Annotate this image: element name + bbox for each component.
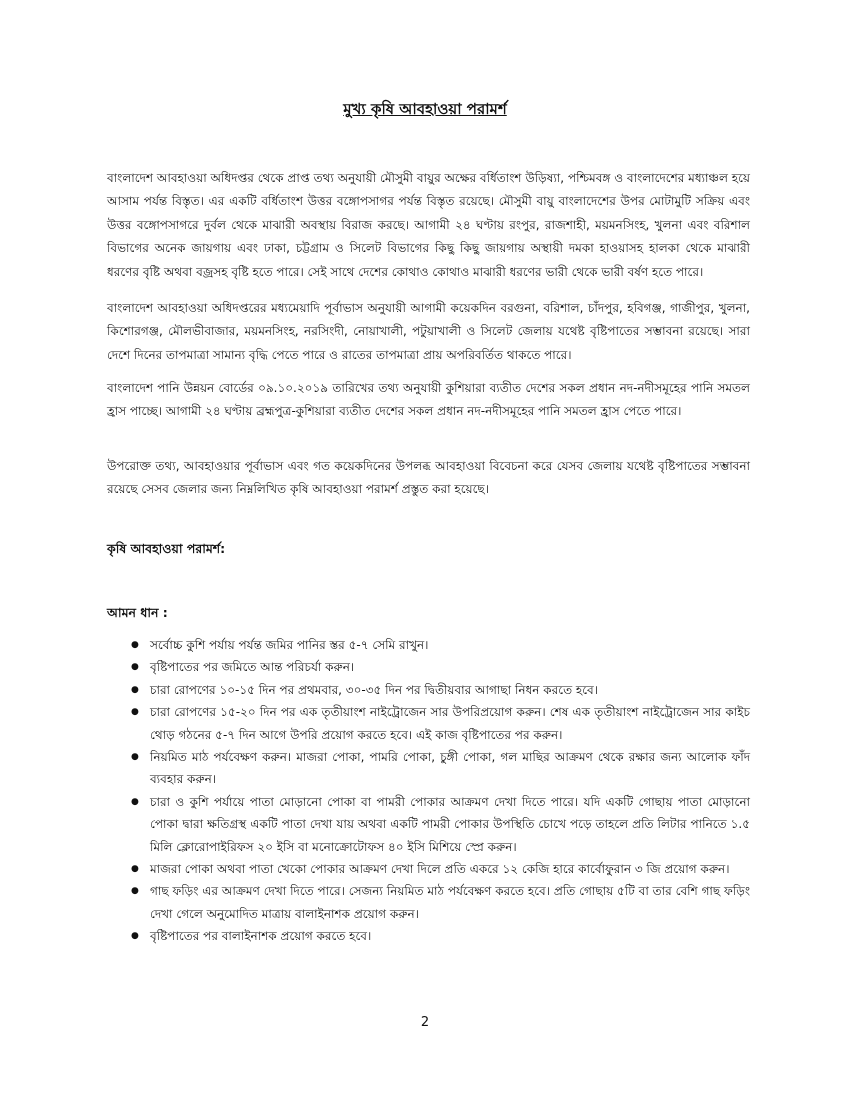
list-item: ● নিয়মিত মাঠ পর্যবেক্ষণ করুন। মাজরা পোকা, পামরি পোকা, চুঙ্গী পোকা, গল মাছির আক্রমণ থেকে রক্ষার জন্য আলোক ফাঁদ ব্যবহার করুন। (150, 746, 750, 791)
paragraph-river-levels: বাংলাদেশ পানি উন্নয়ন বোর্ডের ০৯.১০.২০১৯ তারিখের তথ্য অনুযায়ী কুশিয়ারা ব্যতীত দেশের সকল প্রধান নদ-নদীসমূহের পানি সমতল হ্রাস পাচ্ছে। আগামী ২৪ ঘণ্টায় ব্রহ্মপুত্র-কুশিয়ারা ব্যতীত দেশের সকল প্রধান নদ-নদীসমূহের পানি সমতল হ্রাস পেতে পারে। (107, 381, 750, 419)
section-heading: কৃষি আবহাওয়া পরামর্শ: (107, 541, 226, 556)
list-item: ● চারা রোপণের ১০-১৫ দিন পর প্রথমবার, ৩০-৩৫ দিন পর দ্বিতীয়বার আগাছা নিধন করতে হবে। (150, 679, 750, 701)
page-title: মুখ্য কৃষি আবহাওয়া পরামর্শ (343, 100, 507, 118)
paragraph-advisory-intro: উপরোক্ত তথ্য, আবহাওয়ার পূর্বাভাস এবং গত কয়েকদিনের উপলব্ধ আবহাওয়া বিবেচনা করে যেসব জেলায় যথেষ্ট বৃষ্টিপাতের সম্ভাবনা রয়েছে সেসব জেলার জন্য নিম্নলিখিত কৃষি আবহাওয়া পরামর্শ প্রস্তুত করা হয়েছে। (107, 459, 750, 497)
list-item: ● চারা ও কুশি পর্যায়ে পাতা মোড়ানো পোকা বা পামরী পোকার আক্রমণ দেখা দিতে পারে। যদি একটি গোছায় পাতা মোড়ানো পোকা দ্বারা ক্ষতিগ্রস্থ একটি পাতা দেখা যায় অথবা একটি পামরী পোকার উপস্থিতি চোখে পড়ে তাহলে প্রতি লিটার পানিতে ১.৫ মিলি ক্লোরোপাইরিফস ২০ ইসি বা মনোক্রোটোফস ৪০ ইসি মিশিয়ে স্প্রে করুন। (150, 791, 750, 858)
advisory-list (0, 634, 850, 948)
paragraph-medium-range-forecast: বাংলাদেশ আবহাওয়া অধিদপ্তরের মধ্যমেয়াদি পূর্বাভাস অনুযায়ী আগামী কয়েকদিন বরগুনা, বরিশাল, চাঁদপুর, হবিগঞ্জ, গাজীপুর, খুলনা, কিশোরগঞ্জ, মৌলভীবাজার, ময়মনসিংহ, নরসিংদী, নোয়াখালী, পটুয়াখালী ও সিলেট জেলায় যথেষ্ট বৃষ্টিপাতের সম্ভাবনা রয়েছে। সারা দেশে দিনের তাপমাত্রা সামান্য বৃদ্ধি পেতে পারে ও রাতের তাপমাত্রা প্রায় অপরিবর্তিত থাকতে পারে। (107, 301, 750, 362)
paragraph-weather-overview: বাংলাদেশ আবহাওয়া অধিদপ্তর থেকে প্রাপ্ত তথ্য অনুযায়ী মৌসুমী বায়ুর অক্ষের বর্ধিতাংশ উড়িষ্যা, পশ্চিমবঙ্গ ও বাংলাদেশের মধ্যাঞ্চল হয়ে আসাম পর্যন্ত বিস্তৃত। এর একটি বর্ধিতাংশ উত্তর বঙ্গোপসাগর পর্যন্ত বিস্তৃত রয়েছে। মৌসুমী বায়ু বাংলাদেশের উপর মোটামুটি সক্রিয় এবং উত্তর বঙ্গোপসাগরে দুর্বল থেকে মাঝারী অবস্থায় বিরাজ করছে। আগামী ২৪ ঘণ্টায় রংপুর, রাজশাহী, ময়মনসিংহ, খুলনা এবং বরিশাল বিভাগের অনেক জায়গায় এবং ঢাকা, চট্টগ্রাম ও সিলেট বিভাগের কিছু কিছু জায়গায় অস্থায়ী দমকা হাওয়াসহ হালকা থেকে মাঝারী ধরণের বৃষ্টি অথবা বজ্রসহ বৃষ্টি হতে পারে। সেই সাথে দেশের কোথাও কোথাও মাঝারী ধরণের ভারী থেকে ভারী বর্ষণ হতে পারে। (107, 171, 750, 279)
list-item: ● বৃষ্টিপাতের পর বালাইনাশক প্রয়োগ করতে হবে। (150, 925, 750, 947)
list-item: ● চারা রোপণের ১৫-২০ দিন পর এক তৃতীয়াংশ নাইট্রোজেন সার উপরিপ্রয়োগ করুন। শেষ এক তৃতীয়াংশ নাইট্রোজেন সার কাইচ থোড় গঠনের ৫-৭ দিন আগে উপরি প্রয়োগ করতে হবে। এই কাজ বৃষ্টিপাতের পর করুন। (150, 701, 750, 746)
list-item: ● মাজরা পোকা অথবা পাতা খেকো পোকার আক্রমণ দেখা দিলে প্রতি একরে ১২ কেজি হারে কার্বোফুরান ৩ জি প্রয়োগ করুন। (150, 858, 750, 880)
page-number: 2 (420, 1015, 430, 1030)
list-item: ● সর্বোচ্চ কুশি পর্যায় পর্যন্ত জমির পানির স্তর ৫-৭ সেমি রাখুন। (150, 634, 750, 656)
crop-heading: আমন ধান : (107, 605, 168, 620)
list-item: ● গাছ ফড়িং এর আক্রমণ দেখা দিতে পারে। সেজন্য নিয়মিত মাঠ পর্যবেক্ষণ করতে হবে। প্রতি গোছায় ৫টি বা তার বেশি গাছ ফড়িং দেখা গেলে অনুমোদিত মাত্রায় বালাইনাশক প্রয়োগ করুন। (150, 880, 750, 925)
list-item: ● বৃষ্টিপাতের পর জমিতে আন্ত পরিচর্যা করুন। (150, 656, 750, 678)
